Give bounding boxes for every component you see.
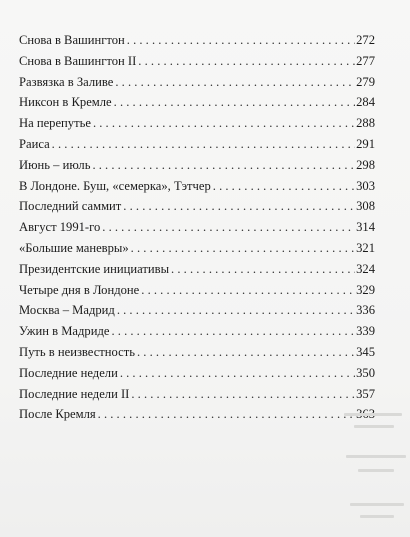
table-of-contents (19, 30, 375, 425)
toc-entry-page: 288 (356, 116, 375, 131)
toc-leader-dots (123, 196, 355, 217)
toc-leader-dots (171, 259, 355, 280)
toc-leader-dots (137, 342, 355, 363)
toc-entry (19, 238, 375, 259)
toc-leader-dots (114, 92, 355, 113)
toc-entry (19, 384, 375, 405)
toc-entry-title: Развязка в Заливе (19, 74, 114, 89)
toc-entry-page: 279 (356, 74, 375, 89)
toc-entry-page: 277 (356, 53, 375, 68)
toc-entry-page: 336 (356, 303, 375, 318)
bleed-through-line (346, 455, 406, 458)
toc-entry-title: Август 1991-го (19, 220, 101, 235)
toc-entry-page: 308 (356, 199, 375, 214)
toc-entry (19, 404, 375, 425)
toc-entry-page: 329 (356, 282, 375, 297)
toc-entry-page: 284 (356, 95, 375, 110)
toc-entry (19, 321, 375, 342)
toc-leader-dots (131, 238, 355, 259)
toc-leader-dots (141, 280, 355, 301)
toc-entry (19, 113, 375, 134)
bleed-through-line (344, 413, 402, 416)
toc-entry-title: Снова в Вашингтон (19, 33, 125, 47)
toc-entry (19, 196, 375, 217)
toc-leader-dots (111, 321, 355, 342)
toc-leader-dots (52, 134, 355, 155)
toc-leader-dots (115, 72, 355, 93)
toc-entry-page: 303 (356, 178, 375, 193)
toc-leader-dots (120, 363, 355, 384)
toc-entry (19, 176, 375, 197)
toc-entry-title: Снова в Вашингтон II (19, 53, 137, 68)
toc-entry-title: Москва – Мадрид (19, 303, 115, 318)
toc-leader-dots (93, 113, 355, 134)
toc-entry (19, 72, 375, 93)
toc-entry (19, 217, 375, 238)
toc-entry-title: Четыре дня в Лондоне (19, 282, 140, 297)
toc-entry-title: После Кремля (19, 407, 96, 422)
toc-entry (19, 280, 375, 301)
toc-entry-title: В Лондоне. Буш, «семерка», Тэтчер (19, 178, 211, 193)
bleed-through-line (360, 515, 394, 518)
toc-entry-page: 321 (356, 240, 375, 255)
toc-entry (19, 259, 375, 280)
toc-leader-dots (131, 384, 355, 405)
toc-entry-title: Последний саммит (19, 199, 122, 214)
toc-leader-dots (127, 30, 355, 51)
toc-entry (19, 342, 375, 363)
toc-entry-title: На перепутье (19, 116, 91, 131)
toc-entry (19, 134, 375, 155)
bleed-through-shadow (340, 405, 410, 537)
toc-entry-page: 324 (356, 261, 375, 276)
toc-entry-page: 291 (356, 136, 375, 151)
bleed-through-line (354, 425, 394, 428)
bleed-through-line (350, 503, 404, 506)
toc-leader-dots (98, 404, 355, 425)
toc-entry (19, 51, 375, 72)
toc-entry-title: Последние недели (19, 365, 118, 380)
toc-entry-page: 357 (356, 386, 375, 401)
toc-entry-title: «Большие маневры» (19, 240, 129, 255)
toc-entry-title: Раиса (19, 136, 50, 151)
toc-entry (19, 300, 375, 321)
toc-entry (19, 155, 375, 176)
toc-leader-dots (117, 300, 355, 321)
toc-entry (19, 363, 375, 384)
toc-entry (19, 92, 375, 113)
toc-entry (19, 30, 375, 51)
toc-entry-title: Путь в неизвестность (19, 344, 135, 359)
toc-entry-title: Ужин в Мадриде (19, 324, 110, 339)
toc-entry-page: 339 (356, 324, 375, 339)
toc-entry-page: 345 (356, 344, 375, 359)
toc-entry-title: Никсон в Кремле (19, 95, 112, 110)
toc-leader-dots (138, 51, 355, 72)
toc-entry-page: 272 (356, 33, 375, 47)
toc-entry-page: 298 (356, 157, 375, 172)
toc-entry-title: Последние недели II (19, 386, 130, 401)
toc-entry-page: 350 (356, 365, 375, 380)
toc-entry-title: Июнь – июль (19, 157, 91, 172)
toc-leader-dots (92, 155, 355, 176)
toc-leader-dots (102, 217, 355, 238)
toc-leader-dots (213, 176, 355, 197)
bleed-through-line (358, 469, 394, 472)
toc-entry-title: Президентские инициативы (19, 261, 170, 276)
toc-entry-page: 314 (356, 220, 375, 235)
